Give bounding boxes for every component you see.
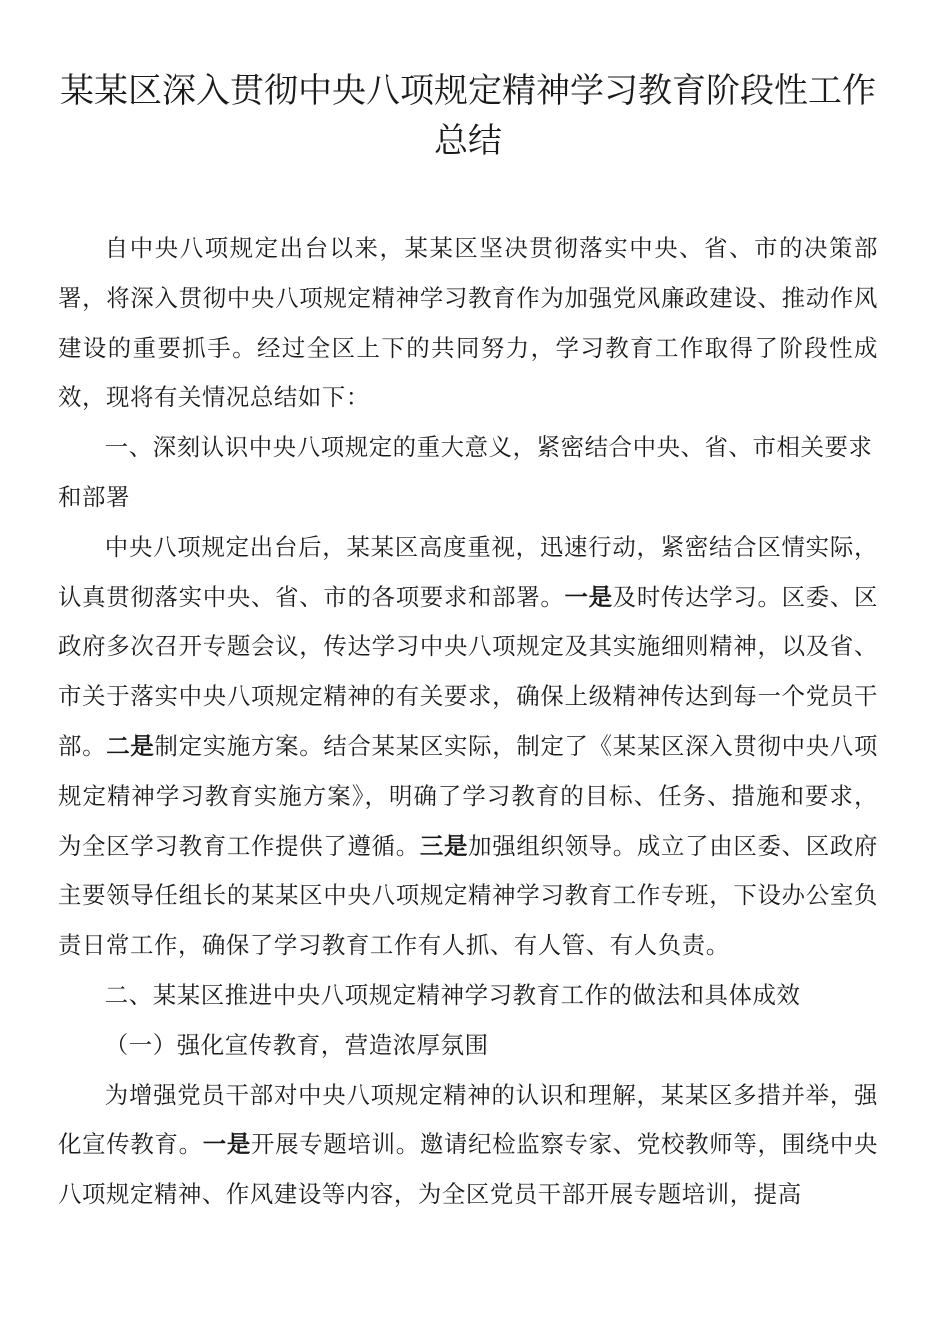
section-2-text-1: 开展专题培训。邀请纪检监察专家、党校教师等，围绕中央八项规定精神、作风建设等内容，为全区党员干部开展专题培训，提高 <box>58 1130 878 1209</box>
section-2-marker-1: 一是 <box>202 1130 251 1159</box>
intro-paragraph: 自中央八项规定出台以来，某某区坚决贯彻落实中央、省、市的决策部署，将深入贯彻中央八项规定精神学习教育作为加强党风廉政建设、推动作风建设的重要抓手。经过全区上下的共同努力，学习教育工作取得了阶段性成效，现将有关情况总结如下： <box>58 234 878 412</box>
section-2-paragraph <box>58 1071 878 1220</box>
document-body <box>58 224 878 1220</box>
section-1-lead: 中央八项规定出台后，某某区高度重视，迅速行动，紧密结合区情实际，认真贯彻落实中央、省、市的各项要求和部署。 <box>58 532 878 611</box>
document-title: 某某区深入贯彻中央八项规定精神学习教育阶段性工作总结 <box>60 71 876 161</box>
section-1-marker-2: 二是 <box>106 731 155 760</box>
section-2-lead: 为增强党员干部对中央八项规定精神的认识和理解，某某区多措并举，强化宣传教育。 <box>58 1080 878 1159</box>
section-1-text-1: 及时传达学习。区委、区政府多次召开专题会议，传达学习中央八项规定及其实施细则精神，以及省、市关于落实中央八项规定精神的有关要求，确保上级精神传达到每一个党员干部。 <box>58 582 878 760</box>
section-1-text-2: 制定实施方案。结合某某区实际，制定了《某某区深入贯彻中央八项规定精神学习教育实施方案》，明确了学习教育的目标、任务、措施和要求，为全区学习教育工作提供了遵循。 <box>58 731 879 860</box>
section-1-paragraph <box>58 523 878 971</box>
section-1-marker-1: 一是 <box>564 582 613 611</box>
section-2-subheading-1: （一）强化宣传教育，营造浓厚氛围 <box>104 1030 489 1059</box>
section-1-text-3: 加强组织领导。成立了由区委、区政府主要领导任组长的某某区中央八项规定精神学习教育工作专班，下设办公室负责日常工作，确保了学习教育工作有人抓、有人管、有人负责。 <box>58 831 879 960</box>
section-2-heading: 二、某某区推进中央八项规定精神学习教育工作的做法和具体成效 <box>104 980 801 1009</box>
section-1-heading: 一、深刻认识中央八项规定的重大意义，紧密结合中央、省、市相关要求和部署 <box>58 433 873 511</box>
section-1-marker-3: 三是 <box>419 831 469 860</box>
